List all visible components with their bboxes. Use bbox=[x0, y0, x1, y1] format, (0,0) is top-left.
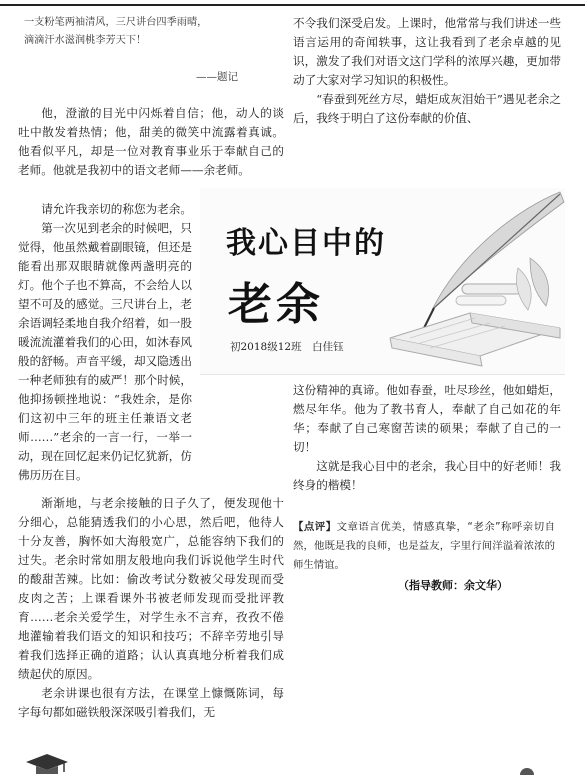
advisor-credit: （指导教师：余文华） bbox=[398, 579, 508, 592]
epigraph-title: ——题记 bbox=[196, 71, 238, 83]
right-column-bottom bbox=[293, 381, 561, 495]
header-rule bbox=[0, 4, 585, 6]
epigraph bbox=[24, 14, 284, 50]
paragraph-intro bbox=[18, 104, 284, 180]
book-icon bbox=[390, 313, 560, 366]
banner-title-line-1: 我心目中的 bbox=[226, 226, 386, 261]
paragraph: 不令我们深受启发。上课时，他常常与我们讲述一些语言运用的奇闻轶事，这让我看到了老余卓越的见识，激发了我们对语文这门学科的浓厚兴趣，更加带动了大家对学习知识的积极性。 bbox=[293, 16, 561, 87]
paper-scroll-icon bbox=[456, 284, 522, 305]
editor-comment bbox=[293, 518, 555, 575]
paragraph: 渐渐地，与老余接触的日子久了，便发现他十分细心，总能猜透我们的小心思，然后吧，他待人十分友善，胸怀如大海般宽广，总能容纳下我们的过失。老余时常如朋友般地向我们诉说他学生时代的酸甜苦辣。比如：偷改考试分数被父母发现而受皮肉之苦；上课看课外书被老师发现而受批评教育……老余关爱学生，对学生永不言弃，孜孜不倦地灌输着我们语文的知识和技巧；不辞辛劳地引导着我们选择正确的道路；认认真真地分析着我们成绩起伏的原因。 bbox=[18, 496, 284, 681]
quill-pen-icon bbox=[424, 192, 564, 328]
paragraph: 请允许我亲切的称您为老余。 bbox=[41, 202, 192, 216]
right-column-top bbox=[293, 14, 561, 128]
comment-text: 文章语言优美，情感真挚，“老余”称呼亲切自然，他既是我的良师，也是益友，字里行间洋溢着浓浓的师生情谊。 bbox=[293, 521, 556, 571]
narrow-column bbox=[18, 200, 192, 485]
page-corner-mark bbox=[520, 768, 534, 775]
title-banner bbox=[200, 188, 565, 375]
leaf-icon bbox=[516, 258, 548, 310]
epigraph-line-1: 一支粉笔两袖清风，三尺讲台四季雨晴， bbox=[24, 17, 208, 28]
banner-title-line-2: 老余 bbox=[228, 279, 324, 330]
paragraph: “春蚕到死丝方尽，蜡炬成灰泪始干”遇见老余之后，我终于明白了这份奉献的价值、 bbox=[293, 92, 561, 125]
paragraph: 他，澄澈的目光中闪烁着自信；他，动人的谈吐中散发着热情；他，甜美的微笑中流露着真诚。他看似平凡，却是一位对教育事业乐于奉献自己的老师。他就是我初中的语文老师——余老师。 bbox=[18, 106, 284, 177]
paragraph: 第一次见到老余的时候吧，只觉得，他虽然戴着副眼镜，但还是能看出那双眼睛就像两盏明亮的灯。他个子也不算高，不会给人以望不可及的感觉。三尺讲台上，老余语调轻柔地自我介绍着，如一股暖流流灌着我们的心田，如沐春风般的舒畅。声音平缓，却又隐透出一种老师独有的威严！那个时候，他抑扬顿挫地说：“我姓余，是你们这初中三年的班主任兼语文老师……”老余的一言一行，一举一动，现在回忆起来仍记忆犹新，仿佛历历在目。 bbox=[18, 221, 192, 482]
paragraph: 这份精神的真谛。他如春蚕，吐尽珍丝，他如蜡炬，燃尽年华。他为了教书育人，奉献了自己如花的年华；奉献了自己寒窗苦读的硕果；奉献了自己的一切！ bbox=[293, 383, 561, 454]
mortarboard-icon bbox=[24, 752, 70, 775]
paragraph: 老余讲课也很有方法，在课堂上慷慨陈词，每字每句都如磁铁般深深吸引着我们，无 bbox=[18, 686, 284, 719]
top-rule bbox=[0, 0, 585, 8]
paragraph: 这就是我心目中的老余，我心目中的好老师！我终身的楷模！ bbox=[293, 459, 561, 492]
epigraph-line-2: 滴滴汗水滋润桃李芳天下！ bbox=[24, 35, 147, 46]
author-byline: 初2018级12班 白佳钰 bbox=[230, 341, 344, 353]
left-column-bottom bbox=[18, 494, 284, 722]
comment-tag: 【点评】 bbox=[293, 521, 337, 533]
